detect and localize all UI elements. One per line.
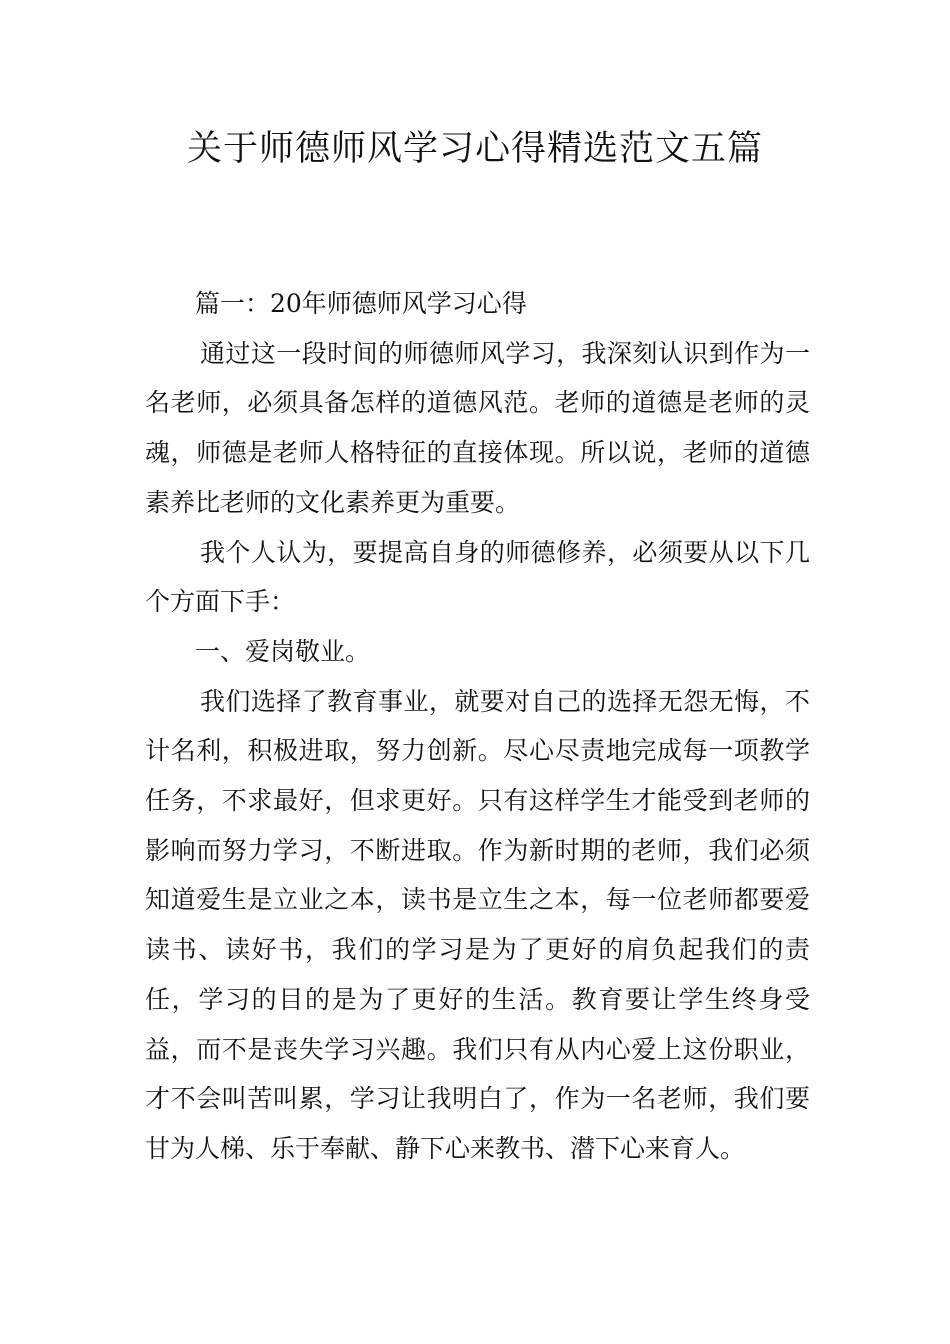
paragraph: 我个人认为，要提高自身的师德修养，必须要从以下几个方面下手： xyxy=(145,537,810,617)
paragraph: 我们选择了教育事业，就要对自己的选择无怨无悔，不计名利，积极进取，努力创新。尽心尽责地完成每一项教学任务，不求最好，但求更好。只有这样学生才能受到老师的影响而努力学习，不断进取。作为新时期的老师，我们必须知道爱生是立业之本，读书是立生之本，每一位老师都要爱读书、读好书，我们的学习是为了更好的肩负起我们的责任，学习的目的是为了更好的生活。教育要让学生终身受益，而不是丧失学习兴趣。我们只有从内心爱上这份职业，才不会叫苦叫累，学习让我明白了，作为一名老师，我们要甘为人梯、乐于奉献、静下心来教书、潜下心来育人。 xyxy=(145,686,810,1163)
point-heading: 一、爱岗敬业。 xyxy=(195,636,371,666)
document-title: 关于师德师风学习心得精选范文五篇 xyxy=(186,129,763,169)
document-body xyxy=(145,279,810,1174)
paragraph: 通过这一段时间的师德师风学习，我深刻认识到作为一名老师，必须具备怎样的道德风范。老师的道德是老师的灵魂，师德是老师人格特征的直接体现。所以说，老师的道德素养比老师的文化素养更为重要。 xyxy=(145,338,810,517)
section-heading: 篇一：20年师德师风学习心得 xyxy=(195,289,527,318)
